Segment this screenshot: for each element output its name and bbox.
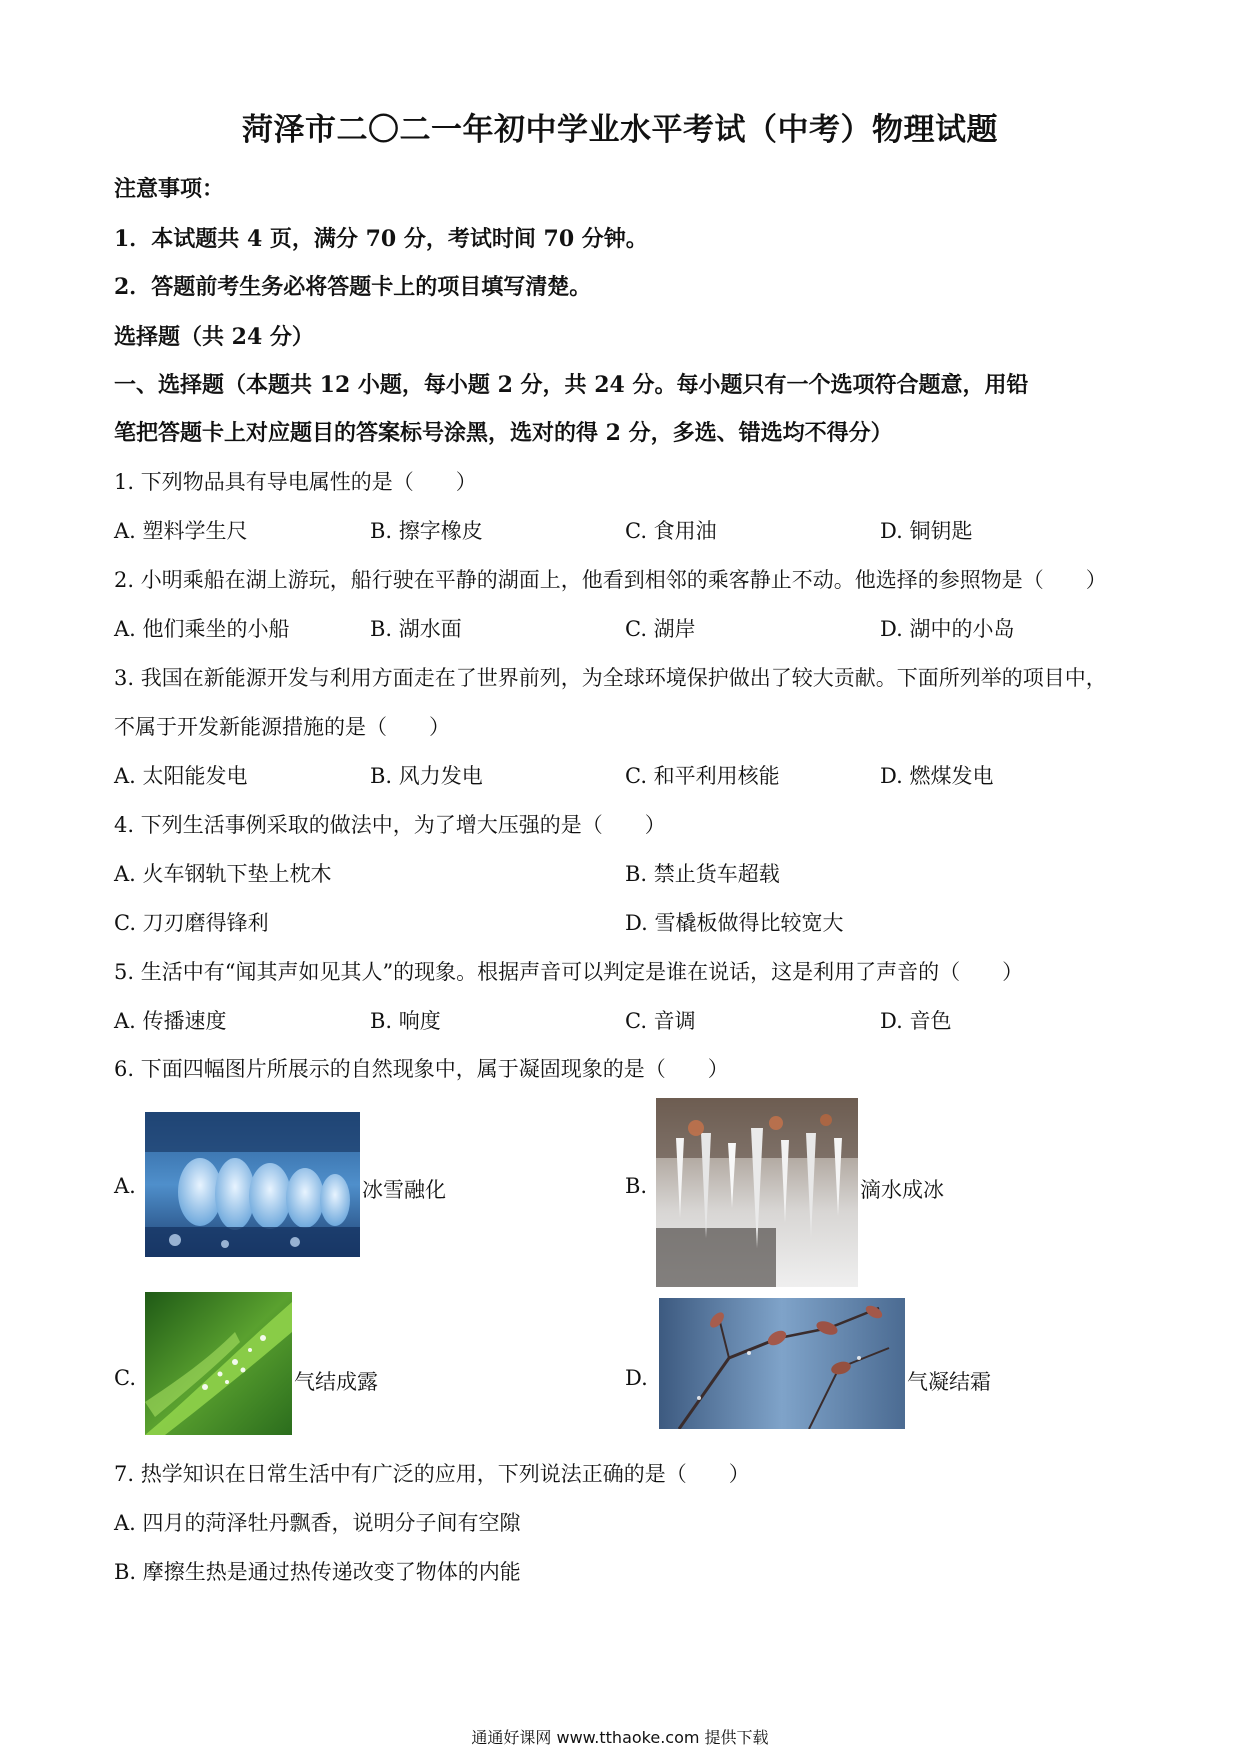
question-6-option-c-caption: 气结成露 [294,1370,378,1394]
question-1-option-c: C. 食用油 [625,519,717,543]
question-7-stem: 7. 热学知识在日常生活中有广泛的应用，下列说法正确的是（ ） [114,1462,750,1486]
question-2-option-d: D. 湖中的小岛 [880,617,1015,641]
question-3-option-c: C. 和平利用核能 [625,764,780,788]
question-4-option-b: B. 禁止货车超载 [625,862,780,886]
question-6-option-d-caption: 气凝结霜 [907,1370,991,1394]
question-4-option-c: C. 刀刃磨得锋利 [114,911,269,935]
notice-heading: 注意事项： [114,176,225,202]
question-6-option-a-caption: 冰雪融化 [362,1178,446,1202]
page-footer: 通通好课网 www.tthaoke.com 提供下载 [471,1728,769,1747]
question-6-stem: 6. 下面四幅图片所展示的自然现象中，属于凝固现象的是（ ） [114,1057,729,1081]
question-7-option-b: B. 摩擦生热是通过热传递改变了物体的内能 [114,1560,521,1584]
question-4-option-d: D. 雪橇板做得比较宽大 [625,911,844,935]
question-2-option-a: A. 他们乘坐的小船 [114,617,290,641]
question-1-option-d: D. 铜钥匙 [880,519,973,543]
notice-item-2: 2．答题前考生务必将答题卡上的项目填写清楚。 [114,274,592,300]
question-5-option-b: B. 响度 [370,1009,441,1033]
question-5-option-a: A. 传播速度 [114,1009,227,1033]
question-2-option-b: B. 湖水面 [370,617,462,641]
question-5-option-c: C. 音调 [625,1009,696,1033]
question-3-option-a: A. 太阳能发电 [114,764,248,788]
section-instruction-line-2: 笔把答题卡上对应题目的答案标号涂黑，选对的得 2 分，多选、错选均不得分） [114,420,893,446]
question-5-stem: 5. 生活中有“闻其声如见其人”的现象。根据声音可以判定是谁在说话，这是利用了声音的（ ） [114,960,1024,984]
question-3-stem-line-1: 3. 我国在新能源开发与利用方面走在了世界前列，为全球环境保护做出了较大贡献。下面所列举的项目中， [114,666,1107,690]
page-title: 菏泽市二〇二一年初中学业水平考试（中考）物理试题 [242,112,998,148]
question-6-option-c-letter: C. [114,1366,136,1390]
question-3-stem-line-2: 不属于开发新能源措施的是（ ） [114,715,450,739]
question-3-option-b: B. 风力发电 [370,764,483,788]
question-3-option-d: D. 燃煤发电 [880,764,994,788]
section-instruction-line-1: 一、选择题（本题共 12 小题，每小题 2 分，共 24 分。每小题只有一个选项符合题意，用铅 [114,372,1029,398]
dew-on-grass-photo [145,1292,292,1435]
question-1-stem: 1. 下列物品具有导电属性的是（ ） [114,470,477,494]
question-1-option-a: A. 塑料学生尺 [114,519,248,543]
question-2-stem: 2. 小明乘船在湖上游玩，船行驶在平静的湖面上，他看到相邻的乘客静止不动。他选择的参照物是（ ） [114,568,1107,592]
ice-melting-photo [145,1112,360,1257]
question-6-option-b-letter: B. [625,1174,648,1198]
question-2-option-c: C. 湖岸 [625,617,696,641]
question-4-stem: 4. 下列生活事例采取的做法中，为了增大压强的是（ ） [114,813,666,837]
icicles-photo [656,1098,858,1287]
question-4-option-a: A. 火车钢轨下垫上枕木 [114,862,332,886]
section-label: 选择题（共 24 分） [114,324,314,350]
question-6-option-d-letter: D. [625,1366,648,1390]
question-5-option-d: D. 音色 [880,1009,952,1033]
notice-item-1: 1．本试题共 4 页，满分 70 分，考试时间 70 分钟。 [114,226,648,252]
frost-on-leaves-photo [659,1298,905,1429]
question-7-option-a: A. 四月的菏泽牡丹飘香，说明分子间有空隙 [114,1511,521,1535]
question-6-option-b-caption: 滴水成冰 [860,1178,944,1202]
question-6-option-a-letter: A. [114,1174,136,1198]
question-1-option-b: B. 擦字橡皮 [370,519,483,543]
